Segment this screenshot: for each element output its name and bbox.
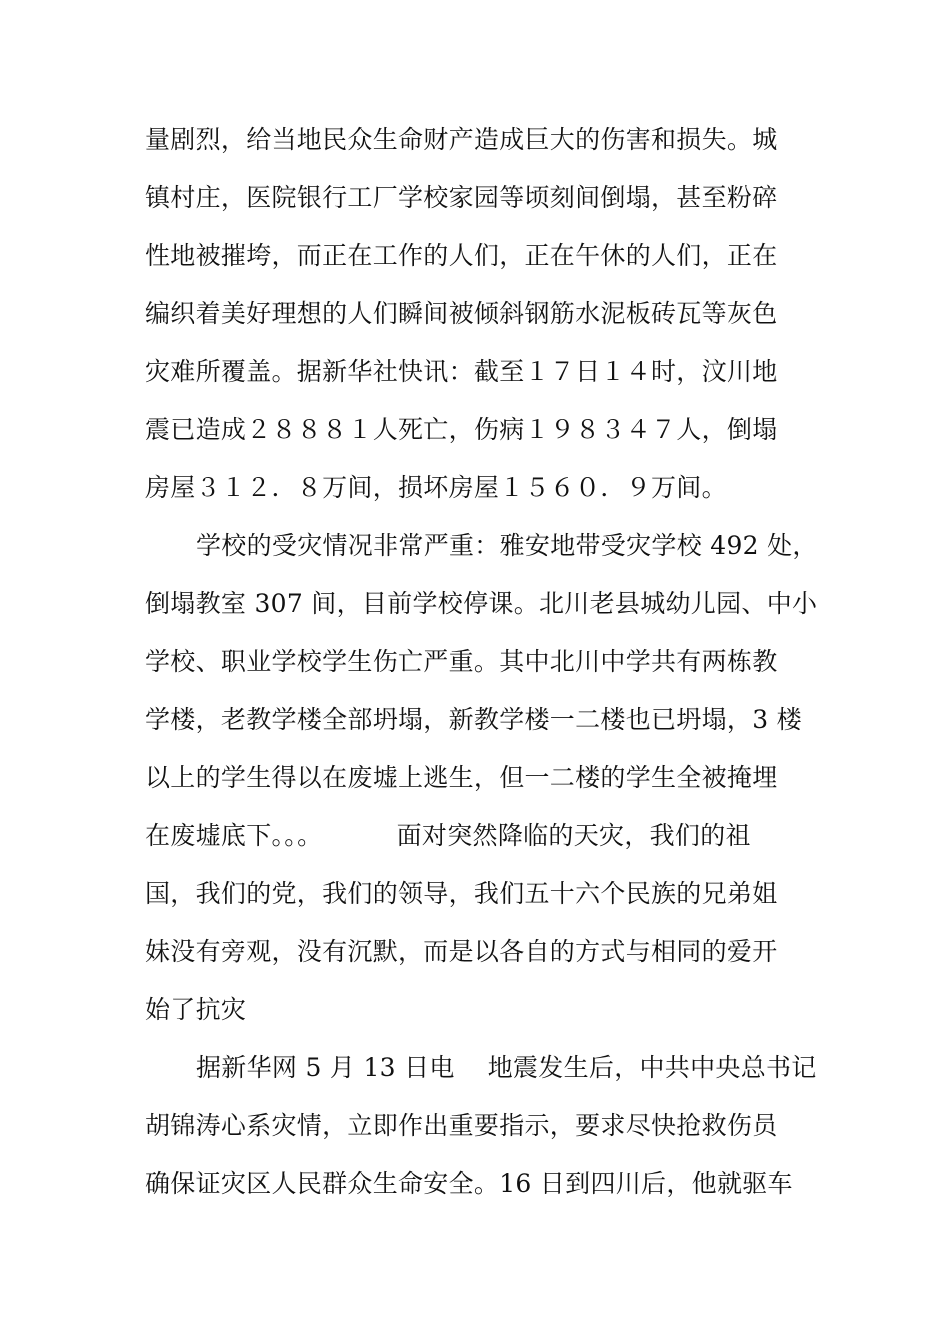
text-line: 始了抗灾 — [145, 995, 247, 1024]
text-line: 编织着美好理想的人们瞬间被倾斜钢筋水泥板砖瓦等灰色 — [145, 299, 778, 328]
text-line: 国，我们的党，我们的领导，我们五十六个民族的兄弟姐 — [145, 879, 778, 908]
text-line: 房屋３１２．８万间，损坏房屋１５６０．９万间。 — [145, 473, 727, 502]
text-line: 震已造成２８８８１人死亡，伤病１９８３４７人，倒塌 — [145, 415, 778, 444]
paragraph-start-line: 学校的受灾情况非常严重：雅安地带受灾学校 492 处， — [196, 531, 818, 560]
text-line: 学校、职业学校学生伤亡严重。其中北川中学共有两栋教 — [145, 647, 778, 676]
text-line: 倒塌教室 307 间，目前学校停课。北川老县城幼儿园、中小 — [145, 589, 818, 618]
text-line: 胡锦涛心系灾情，立即作出重要指示，要求尽快抢救伤员 — [145, 1111, 778, 1140]
text-line: 性地被摧垮，而正在工作的人们，正在午休的人们，正在 — [145, 241, 778, 270]
text-line: 妹没有旁观，没有沉默，而是以各自的方式与相同的爱开 — [145, 937, 778, 966]
text-line: 量剧烈，给当地民众生命财产造成巨大的伤害和损失。城 — [145, 125, 778, 154]
text-line: 灾难所覆盖。据新华社快讯：截至１７日１４时，汶川地 — [145, 357, 778, 386]
text-line: 确保证灾区人民群众生命安全。16 日到四川后，他就驱车 — [145, 1169, 793, 1198]
text-line: 在废墟底下。。。 面对突然降临的天灾，我们的祖 — [145, 821, 751, 850]
text-line: 镇村庄，医院银行工厂学校家园等顷刻间倒塌，甚至粉碎 — [145, 183, 778, 212]
text-line: 学楼，老教学楼全部坍塌，新教学楼一二楼也已坍塌，3 楼 — [145, 705, 802, 734]
text-line: 以上的学生得以在废墟上逃生，但一二楼的学生全被掩埋 — [145, 763, 778, 792]
paragraph-start-line: 据新华网 5 月 13 日电 地震发生后，中共中央总书记 — [196, 1053, 817, 1082]
